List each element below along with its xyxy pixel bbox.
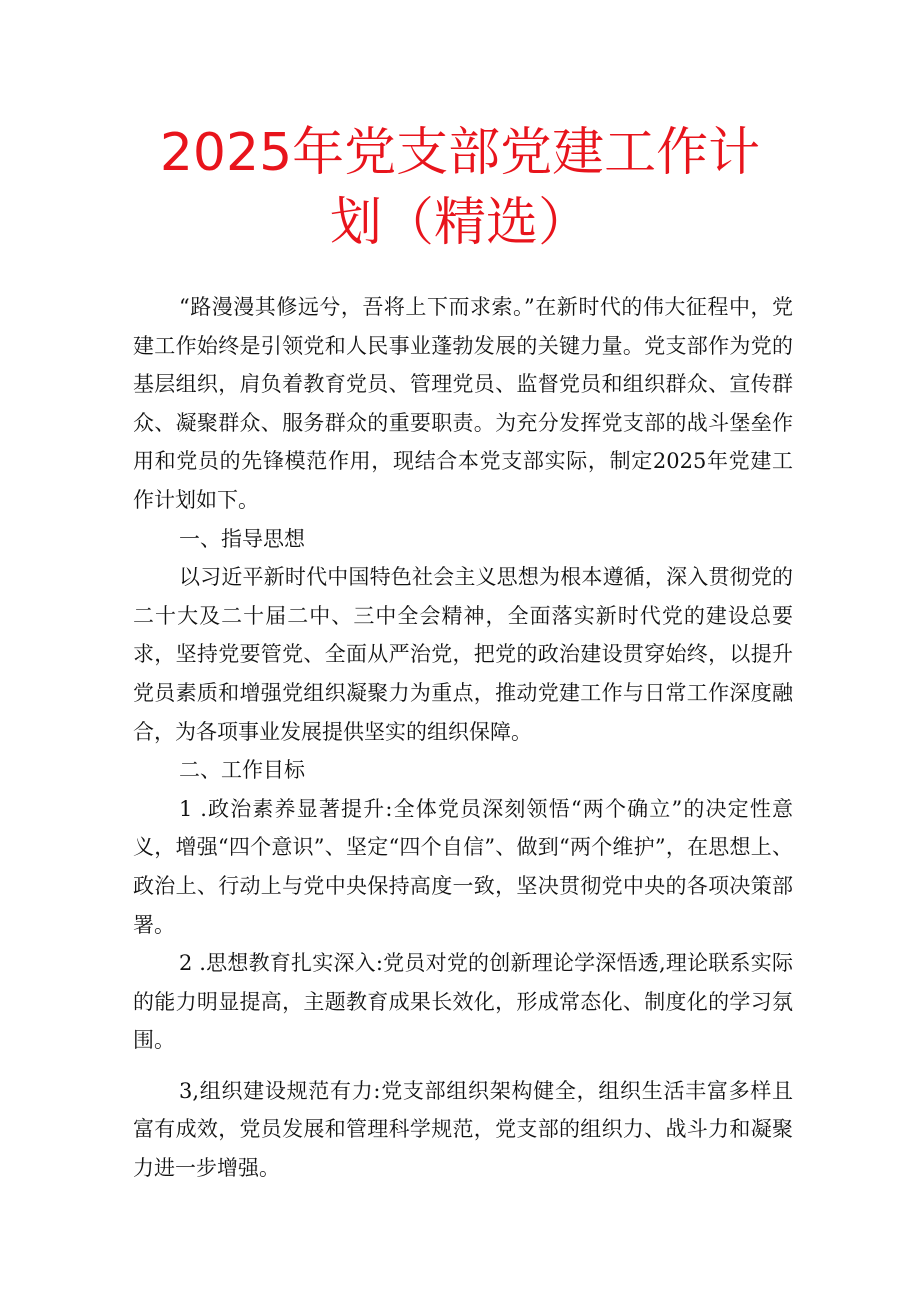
- goal-item-3: 3,组织建设规范有力:党支部组织架构健全，组织生活丰富多样且富有成效，党员发展和管理科学规范，党支部的组织力、战斗力和凝聚力进一步增强。: [133, 1078, 793, 1181]
- document-title-line-2: 划（精选）: [329, 193, 590, 253]
- goal-item-1: 1 .政治素养显著提升:全体党员深刻领悟“两个确立”的决定性意义，增强“四个意识”、坚定“四个自信”、做到“两个维护”，在思想上、政治上、行动上与党中央保持高度一致，坚决贯彻党中央的各项决策部署。: [133, 796, 793, 937]
- paragraph-gap: [133, 1060, 793, 1072]
- section-heading-guiding-ideology: 一、指导思想: [179, 526, 305, 551]
- document-body: [133, 288, 793, 1188]
- intro-paragraph: “路漫漫其修远兮，吾将上下而求索。”在新时代的伟大征程中，党建工作始终是引领党和人民事业蓬勃发展的关键力量。党支部作为党的基层组织，肩负着教育党员、管理党员、监督党员和组织群众、宣传群众、凝聚群众、服务群众的重要职责。为充分发挥党支部的战斗堡垒作用和党员的先锋模范作用，现结合本党支部实际，制定2025年党建工作计划如下。: [133, 295, 793, 512]
- section-heading-work-goals: 二、工作目标: [179, 758, 305, 783]
- guiding-ideology-paragraph: 以习近平新时代中国特色社会主义思想为根本遵循，深入贯彻党的二十大及二十届二中、三中全会精神，全面落实新时代党的建设总要求，坚持党要管党、全面从严治党，把党的政治建设贯穿始终，以提升党员素质和增强党组织凝聚力为重点，推动党建工作与日常工作深度融合，为各项事业发展提供坚实的组织保障。: [133, 565, 793, 744]
- goal-item-2: 2 .思想教育扎实深入:党员对党的创新理论学深悟透,理论联系实际的能力明显提高，主题教育成果长效化，形成常态化、制度化的学习氛围。: [133, 951, 793, 1053]
- document-title-line-1: 2025年党支部党建工作计: [159, 123, 761, 183]
